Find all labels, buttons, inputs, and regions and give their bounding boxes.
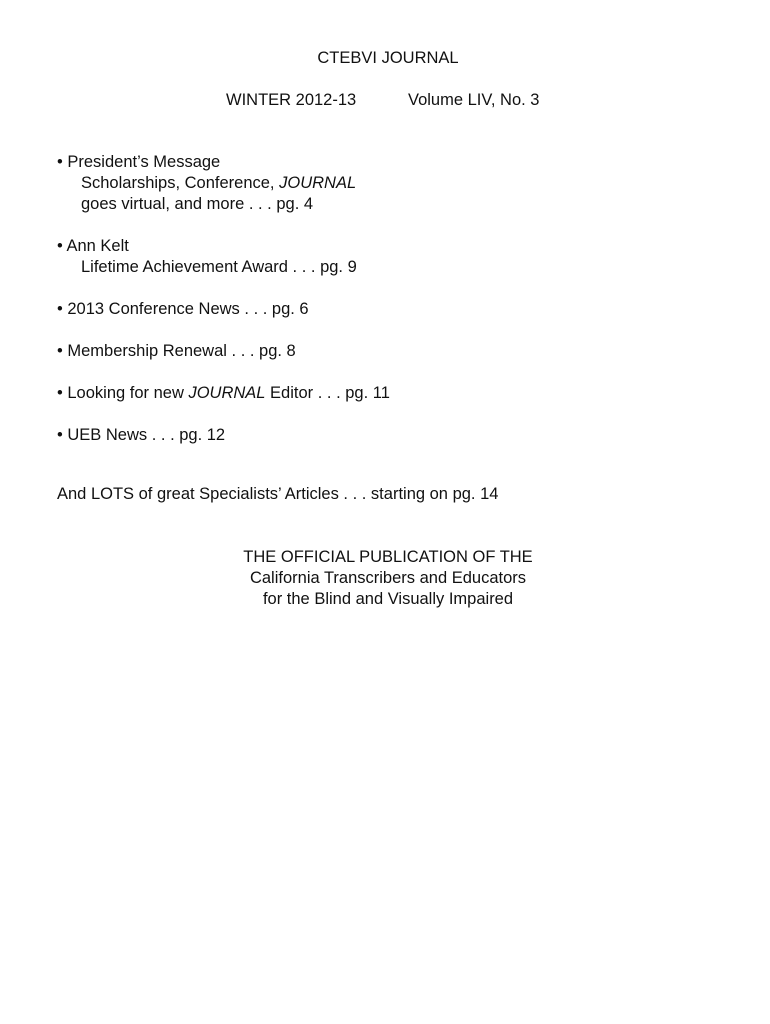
toc-subline: goes virtual, and more . . . pg. 4 <box>81 195 314 213</box>
bullet: • <box>57 426 63 444</box>
toc-heading: President’s Message <box>67 153 221 171</box>
footer-line-3: for the Blind and Visually Impaired <box>262 590 514 608</box>
toc-item-presidents-message <box>57 152 717 215</box>
toc-subline-emphasis: JOURNAL <box>279 174 357 192</box>
toc-item-ann-kelt <box>57 236 717 278</box>
bullet: • <box>57 237 63 255</box>
toc-entry-text: UEB News . . . pg. 12 <box>67 426 226 444</box>
toc-entry-text: Looking for new <box>67 384 189 402</box>
journal-title: CTEBVI JOURNAL <box>317 49 459 67</box>
closing-line: And LOTS of great Specialists’ Articles . . . starting on pg. 14 <box>57 485 499 503</box>
issue-season: WINTER 2012-13 <box>226 91 357 109</box>
toc-heading: Ann Kelt <box>66 237 129 255</box>
toc-subline: Lifetime Achievement Award . . . pg. 9 <box>81 258 357 276</box>
issue-line <box>226 90 540 111</box>
toc-entry-text: 2013 Conference News . . . pg. 6 <box>67 300 309 318</box>
toc-entry-text: Membership Renewal . . . pg. 8 <box>67 342 296 360</box>
toc-item-journal-editor <box>57 383 717 404</box>
toc-item-ueb-news <box>57 425 717 446</box>
footer-line-1: THE OFFICIAL PUBLICATION OF THE <box>243 548 533 566</box>
publication-footer <box>0 547 770 610</box>
bullet: • <box>57 153 63 171</box>
toc-item-membership-renewal <box>57 341 717 362</box>
bullet: • <box>57 342 63 360</box>
toc-item-conference-news <box>57 299 717 320</box>
bullet: • <box>57 384 63 402</box>
footer-line-2: California Transcribers and Educators <box>249 569 527 587</box>
toc-entry-text: Editor . . . pg. 11 <box>265 384 390 402</box>
issue-volume: Volume LIV, No. 3 <box>408 91 540 109</box>
bullet: • <box>57 300 63 318</box>
toc-entry-emphasis: JOURNAL <box>188 384 266 402</box>
table-of-contents <box>57 152 717 467</box>
toc-subline: Scholarships, Conference, <box>81 174 280 192</box>
